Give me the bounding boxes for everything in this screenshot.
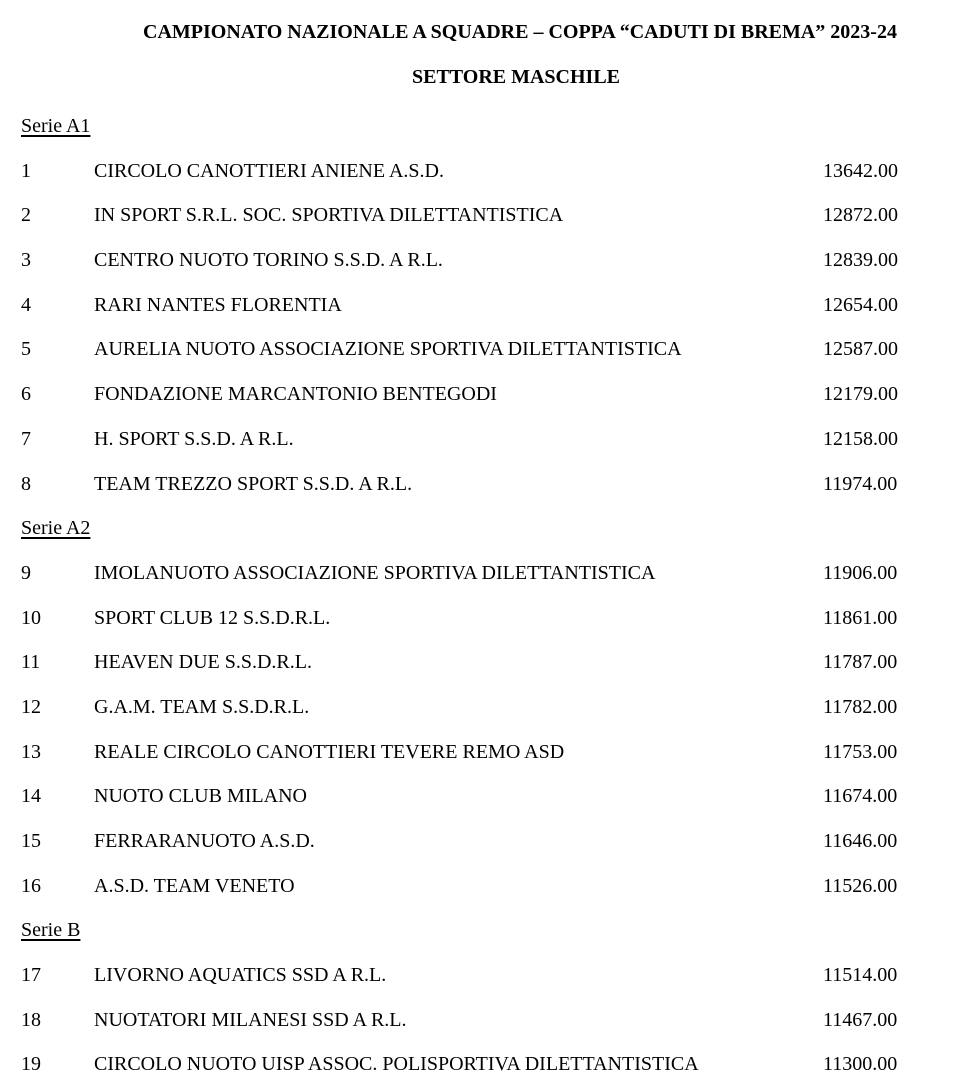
points-cell: 11782.00: [823, 695, 898, 718]
club-name-cell: RARI NANTES FLORENTIA: [94, 293, 342, 316]
rank-cell: 19: [21, 1053, 41, 1076]
rank-cell: 14: [21, 785, 41, 808]
club-name-cell: REALE CIRCOLO CANOTTIERI TEVERE REMO ASD: [94, 740, 565, 763]
club-name-cell: NUOTO CLUB MILANO: [94, 785, 307, 808]
table-row: [0, 464, 966, 509]
points-cell: 11646.00: [823, 830, 898, 852]
club-name-cell: NUOTATORI MILANESI SSD A R.L.: [94, 1008, 407, 1031]
points-cell: 12839.00: [823, 249, 898, 272]
points-cell: 11906.00: [823, 561, 898, 584]
points-cell: 13642.00: [823, 159, 898, 182]
points-cell: 12158.00: [823, 427, 898, 450]
table-row: [0, 598, 966, 643]
points-cell: 11753.00: [823, 740, 898, 763]
section-label: Serie B: [21, 919, 81, 942]
club-name-cell: H. SPORT S.S.D. A R.L.: [94, 427, 294, 450]
table-row: [0, 776, 966, 821]
club-name-cell: SPORT CLUB 12 S.S.D.R.L.: [94, 606, 331, 629]
points-cell: 11526.00: [823, 874, 898, 897]
club-name-cell: FONDAZIONE MARCANTONIO BENTEGODI: [94, 383, 497, 406]
points-cell: 11674.00: [823, 785, 898, 808]
table-row: [0, 374, 966, 419]
standings-list: [0, 106, 966, 1089]
table-row: [0, 1044, 966, 1089]
table-row: [0, 553, 966, 598]
section-label: Serie A1: [21, 115, 91, 137]
document-subtitle: SETTORE MASCHILE: [411, 66, 621, 88]
table-row: [0, 866, 966, 911]
table-row: [0, 285, 966, 330]
rank-cell: 11: [21, 651, 41, 674]
points-cell: 11300.00: [823, 1053, 898, 1076]
rank-cell: 13: [21, 740, 41, 763]
table-row: [0, 1000, 966, 1045]
club-name-cell: IMOLANUOTO ASSOCIAZIONE SPORTIVA DILETTANTISTICA: [94, 561, 656, 584]
table-row: [0, 642, 966, 687]
rank-cell: 2: [21, 204, 31, 227]
section-header-row: [0, 106, 966, 151]
rank-cell: 18: [21, 1008, 41, 1031]
club-name-cell: IN SPORT S.R.L. SOC. SPORTIVA DILETTANTISTICA: [94, 204, 564, 227]
club-name-cell: AURELIA NUOTO ASSOCIAZIONE SPORTIVA DILETTANTISTICA: [94, 338, 682, 361]
club-name-cell: G.A.M. TEAM S.S.D.R.L.: [94, 695, 310, 718]
rank-cell: 15: [21, 830, 41, 852]
table-row: [0, 240, 966, 285]
rank-cell: 12: [21, 695, 41, 718]
table-row: [0, 687, 966, 732]
points-cell: 11974.00: [823, 472, 898, 495]
points-cell: 12654.00: [823, 293, 898, 316]
table-row: [0, 195, 966, 240]
rank-cell: 8: [21, 472, 31, 495]
points-cell: 12872.00: [823, 204, 898, 227]
rank-cell: 3: [21, 249, 31, 272]
table-row: [0, 955, 966, 1000]
points-cell: 12587.00: [823, 338, 898, 361]
rank-cell: 5: [21, 338, 31, 361]
club-name-cell: HEAVEN DUE S.S.D.R.L.: [94, 651, 312, 674]
rank-cell: 17: [21, 964, 41, 987]
club-name-cell: TEAM TREZZO SPORT S.S.D. A R.L.: [94, 472, 413, 495]
table-row: [0, 419, 966, 464]
table-row: [0, 151, 966, 196]
document-title: CAMPIONATO NAZIONALE A SQUADRE – COPPA “CADUTI DI BREMA” 2023-24: [143, 21, 897, 43]
table-row: [0, 821, 966, 866]
club-name-cell: CIRCOLO CANOTTIERI ANIENE A.S.D.: [94, 159, 444, 182]
club-name-cell: LIVORNO AQUATICS SSD A R.L.: [94, 964, 387, 987]
rank-cell: 10: [21, 606, 41, 629]
rank-cell: 16: [21, 874, 41, 897]
rank-cell: 4: [21, 293, 31, 316]
points-cell: 11514.00: [823, 964, 898, 987]
rank-cell: 7: [21, 427, 31, 450]
section-header-row: [0, 508, 966, 553]
table-row: [0, 732, 966, 777]
points-cell: 11861.00: [823, 606, 898, 629]
club-name-cell: CENTRO NUOTO TORINO S.S.D. A R.L.: [94, 249, 443, 272]
club-name-cell: CIRCOLO NUOTO UISP ASSOC. POLISPORTIVA DILETTANTISTICA: [94, 1053, 699, 1076]
section-header-row: [0, 910, 966, 955]
club-name-cell: A.S.D. TEAM VENETO: [94, 874, 295, 897]
rank-cell: 6: [21, 383, 31, 406]
club-name-cell: FERRARANUOTO A.S.D.: [94, 830, 315, 852]
rank-cell: 9: [21, 561, 31, 584]
points-cell: 12179.00: [823, 383, 898, 406]
points-cell: 11787.00: [823, 651, 898, 674]
table-row: [0, 329, 966, 374]
rank-cell: 1: [21, 159, 31, 182]
points-cell: 11467.00: [823, 1008, 898, 1031]
section-label: Serie A2: [21, 517, 91, 540]
